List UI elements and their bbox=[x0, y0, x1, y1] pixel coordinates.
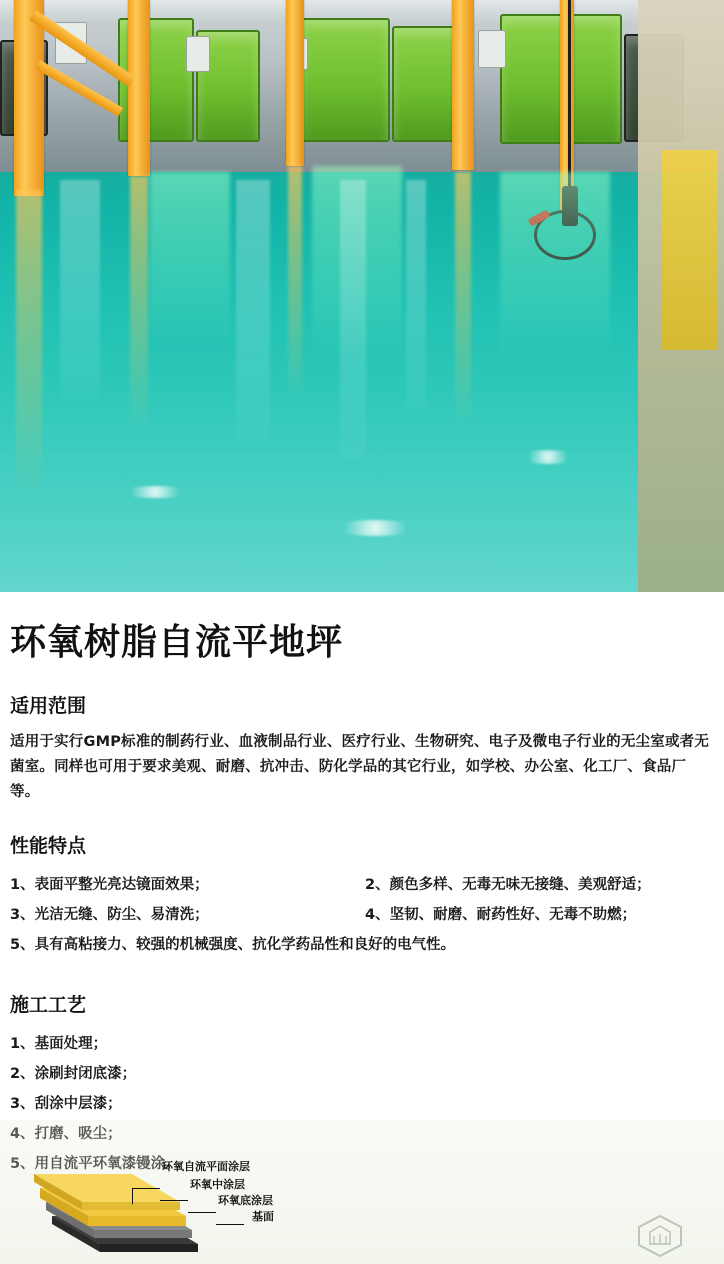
yellow-wall-panel bbox=[662, 150, 718, 350]
specular-highlight bbox=[330, 520, 420, 536]
callout-leader bbox=[132, 1188, 133, 1204]
factory-machines-band bbox=[0, 0, 724, 172]
callout-leader bbox=[160, 1200, 188, 1201]
light-reflection bbox=[340, 180, 366, 460]
process-step: 2、涂刷封闭底漆； bbox=[10, 1066, 137, 1082]
features-list bbox=[10, 870, 714, 960]
section-heading-features: 性能特点 bbox=[10, 835, 87, 857]
callout-label-midcoat: 环氧中涂层 bbox=[190, 1178, 245, 1191]
callout-leader bbox=[188, 1212, 216, 1213]
process-step: 5、用自流平环氧漆镘涂。 bbox=[10, 1156, 180, 1172]
hanging-cable bbox=[568, 0, 571, 190]
support-column bbox=[14, 0, 44, 196]
process-step: 1、基面处理； bbox=[10, 1036, 108, 1052]
column-reflection bbox=[288, 166, 302, 396]
process-step: 4、打磨、吸尘； bbox=[10, 1126, 122, 1142]
feature-item: 1、表面平整光亮达镜面效果； bbox=[10, 877, 209, 893]
feature-item: 3、光洁无缝、防尘、易清洗； bbox=[10, 907, 209, 923]
light-reflection bbox=[236, 180, 270, 440]
callout-leader bbox=[216, 1224, 244, 1225]
light-reflection bbox=[406, 180, 426, 410]
light-reflection bbox=[60, 180, 100, 400]
specular-highlight bbox=[120, 486, 190, 498]
machine-unit bbox=[300, 18, 390, 142]
feature-row bbox=[10, 900, 714, 930]
control-panel bbox=[478, 30, 506, 68]
callout-label-primer: 环氧底涂层 bbox=[218, 1194, 273, 1207]
hero-image bbox=[0, 0, 724, 592]
callout-leader bbox=[132, 1188, 160, 1189]
callout-label-topcoat: 环氧自流平面涂层 bbox=[162, 1160, 250, 1173]
feature-row bbox=[10, 870, 714, 900]
right-wall bbox=[638, 0, 724, 592]
feature-item: 2、颜色多样、无毒无味无接缝、美观舒适； bbox=[365, 877, 651, 893]
section-heading-scope: 适用范围 bbox=[10, 695, 87, 717]
control-panel bbox=[186, 36, 210, 72]
feature-item: 4、坚韧、耐磨、耐药性好、无毒不助燃； bbox=[365, 907, 637, 923]
process-step: 3、刮涂中层漆； bbox=[10, 1096, 122, 1112]
support-column bbox=[452, 0, 474, 170]
watermark-logo bbox=[636, 1214, 684, 1258]
callout-label-substrate: 基面 bbox=[252, 1210, 274, 1223]
column-reflection bbox=[16, 190, 42, 490]
scope-paragraph: 适用于实行GMP标准的制药行业、血液制品行业、医疗行业、生物研究、电子及微电子行业的无尘室或者无菌室。同样也可用于要求美观、耐磨、抗冲击、防化学品的其它行业，如学校、办公室、化工厂、食品厂等。 bbox=[10, 734, 710, 800]
article-content bbox=[0, 592, 724, 1179]
machine-reflection bbox=[500, 172, 610, 352]
page-title: 环氧树脂自流平地坪 bbox=[10, 622, 344, 663]
feature-item: 5、具有高粘接力、较强的机械强度、抗化学药品性和良好的电气性。 bbox=[10, 937, 456, 953]
support-column bbox=[128, 0, 150, 176]
layer-diagram bbox=[0, 1120, 724, 1264]
support-column bbox=[286, 0, 304, 166]
specular-highlight bbox=[520, 450, 576, 464]
machine-reflection bbox=[150, 172, 230, 342]
column-reflection bbox=[455, 172, 471, 422]
section-heading-process: 施工工艺 bbox=[10, 994, 87, 1016]
column-reflection bbox=[130, 176, 148, 426]
